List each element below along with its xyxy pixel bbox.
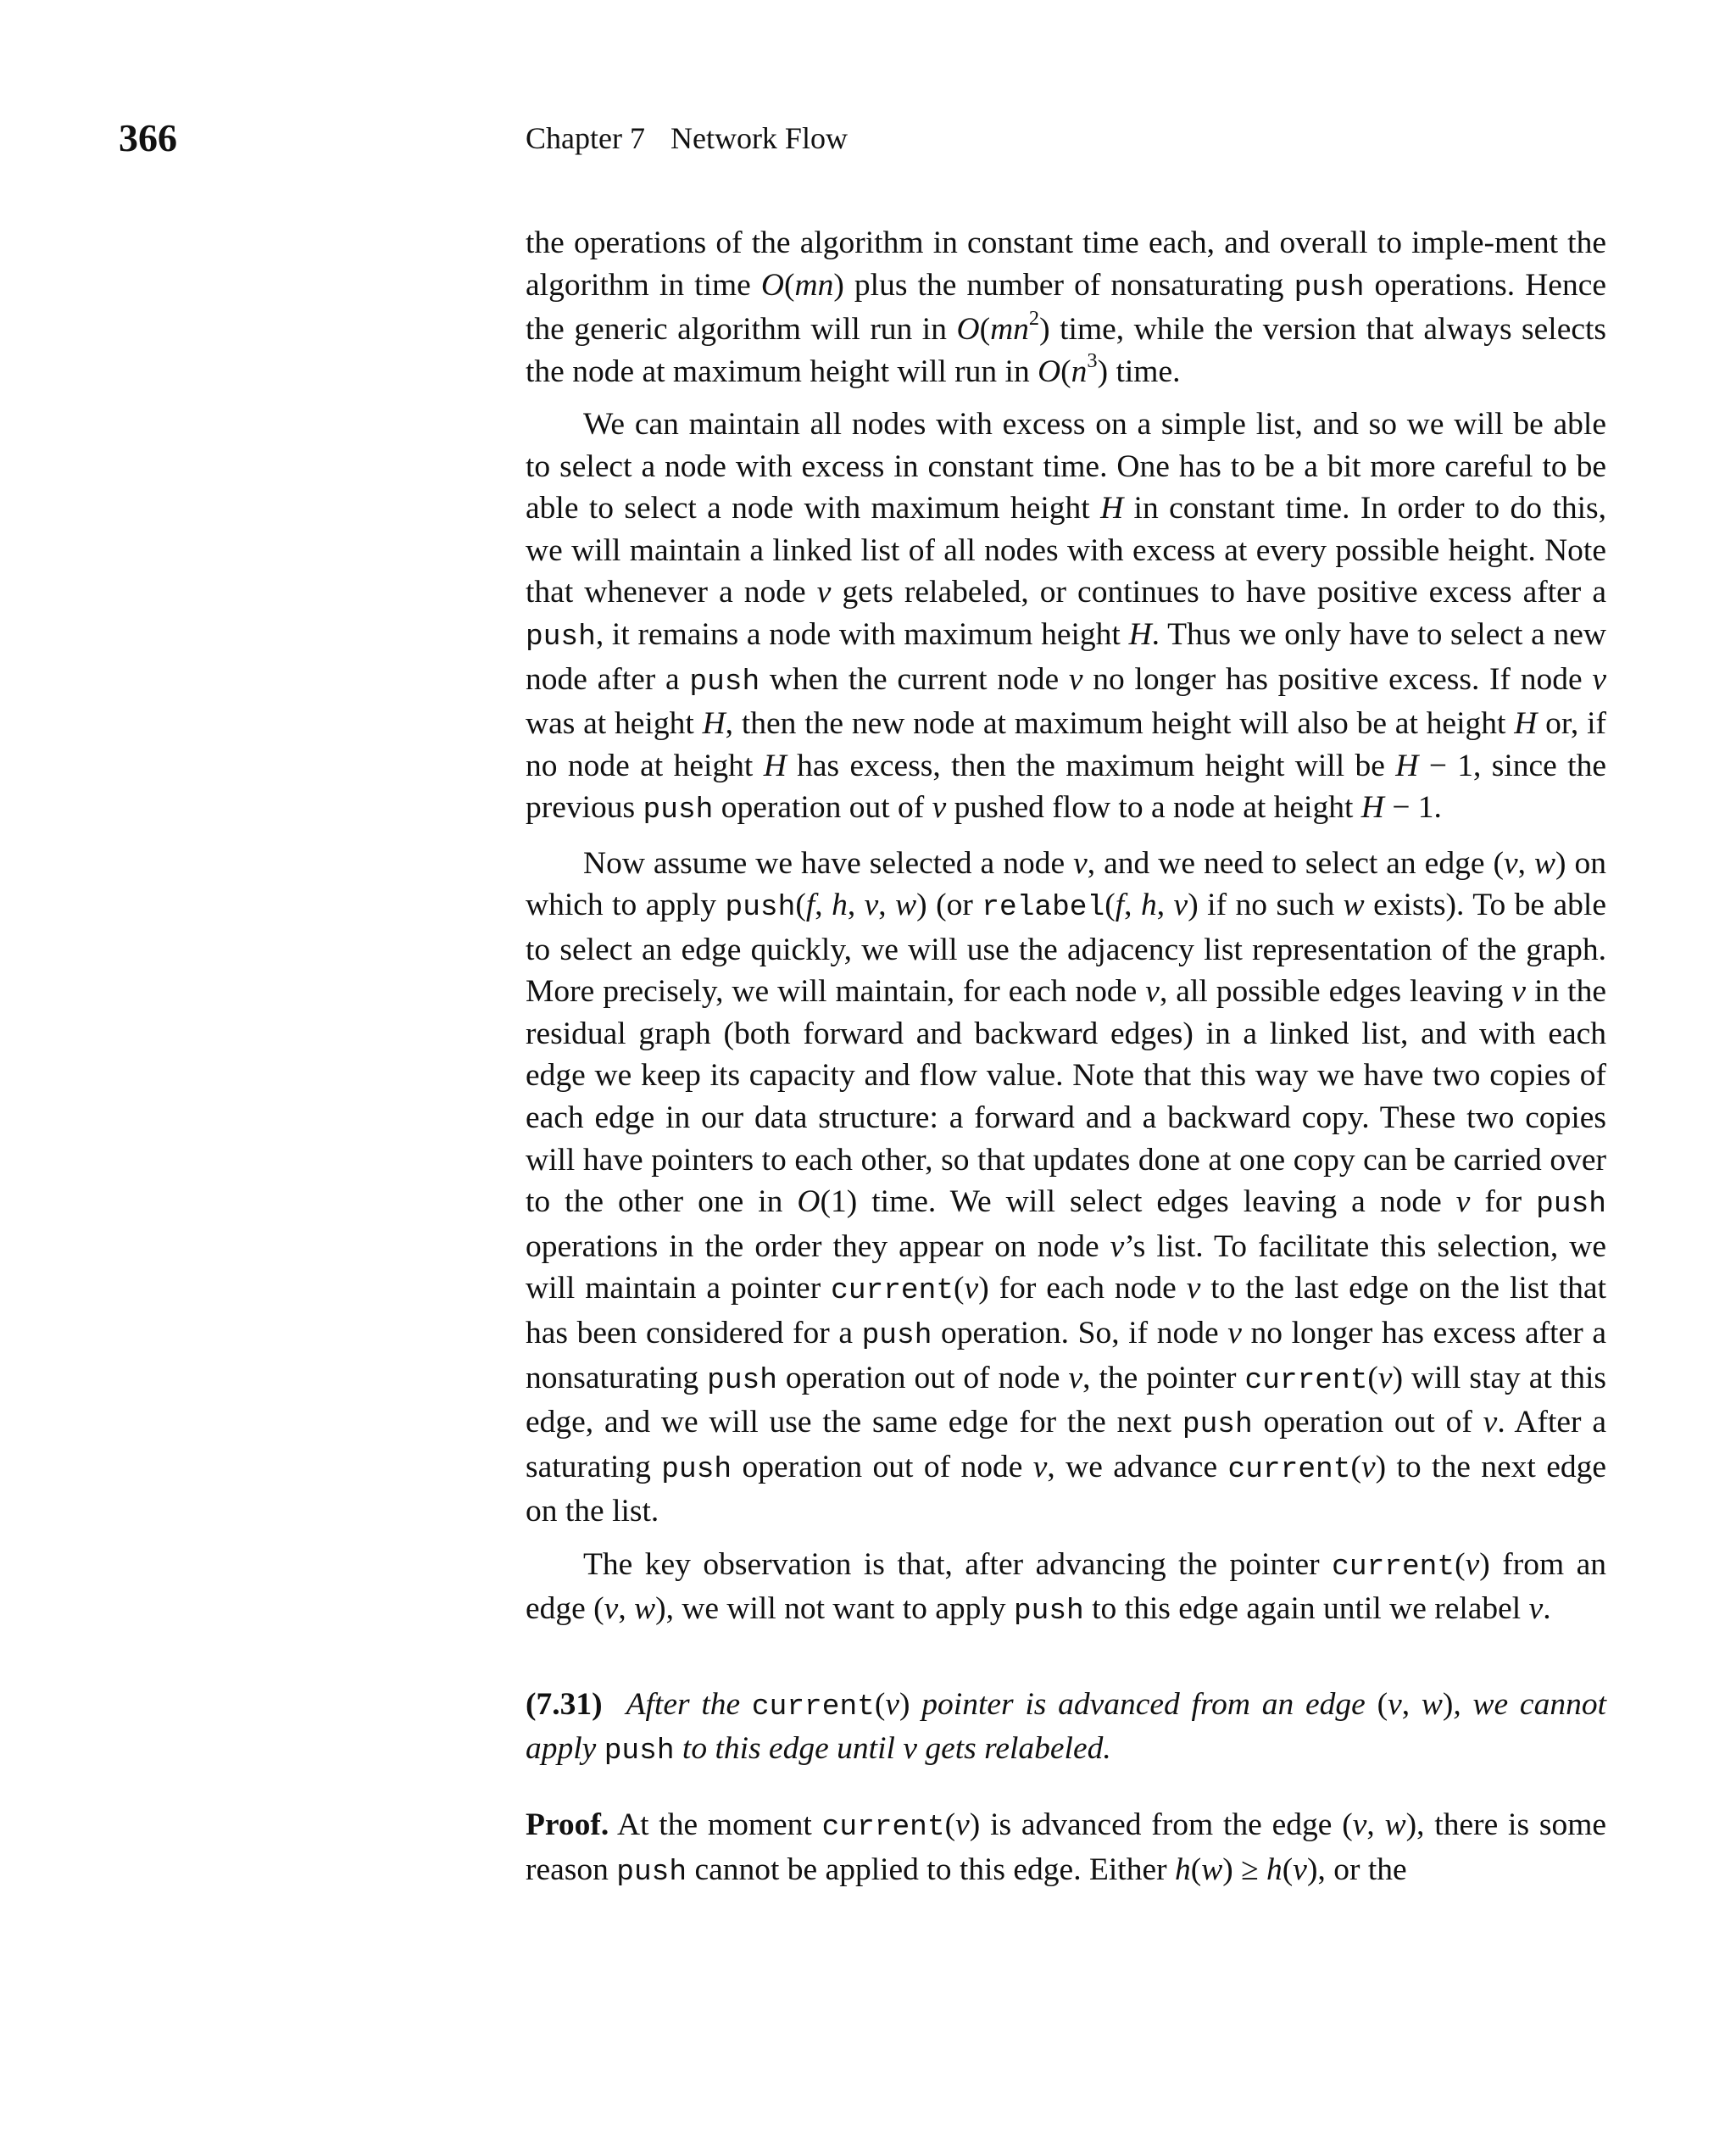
code-token: current xyxy=(821,1810,945,1844)
text-run: ) ≥ xyxy=(1222,1852,1267,1887)
text-run: , the pointer xyxy=(1082,1360,1245,1395)
text-run: 3 xyxy=(1087,348,1098,372)
text-run: w xyxy=(1533,845,1555,881)
text-run: ( xyxy=(1104,888,1116,923)
text-run: ( xyxy=(874,1686,886,1722)
text-run: , xyxy=(1124,888,1141,923)
code-token: push xyxy=(1013,1595,1084,1629)
text-run: n xyxy=(1071,354,1088,389)
page-number: 366 xyxy=(119,116,177,159)
text-run: ( xyxy=(979,312,991,348)
text-run: in the residual graph (both forward and backward edges) in a linked list, and with each edge we keep its capacity and flow value. Note that this way we have two copies of each edge in our data structure: a forward and a backward copy. These two copies will have pointers to each other, so that updates done at one copy can be carried over to the other one in xyxy=(526,974,1606,1220)
text-run: v xyxy=(885,1686,900,1722)
paragraph xyxy=(526,404,1606,832)
claim-label: (7.31) xyxy=(526,1686,603,1722)
text-run: to this edge until xyxy=(674,1731,904,1767)
claim-7-31 xyxy=(526,1684,1606,1773)
text-run: pointer is advanced from an edge xyxy=(910,1686,1377,1722)
text-run: for each node xyxy=(988,1271,1187,1306)
body-text xyxy=(526,222,1606,1893)
text-run: The key observation is that, after advancing the pointer xyxy=(583,1546,1333,1582)
text-run: ) xyxy=(1375,1449,1387,1484)
text-run: ( xyxy=(1190,1852,1202,1887)
text-run: w xyxy=(1421,1686,1443,1722)
text-run: h xyxy=(832,888,848,923)
text-run: gets relabeled. xyxy=(916,1731,1111,1767)
paragraph xyxy=(526,843,1606,1534)
text-run: H xyxy=(1395,748,1419,783)
text-run: , then the new node at maximum height will also be at height xyxy=(725,706,1515,742)
text-run: w xyxy=(1384,1807,1406,1842)
text-run: no longer has excess after a nonsaturating xyxy=(526,1316,1606,1395)
text-run: w xyxy=(634,1591,656,1627)
code-token: push xyxy=(661,1452,732,1486)
code-token: current xyxy=(831,1274,954,1308)
text-run: w xyxy=(1201,1852,1223,1887)
text-run: f xyxy=(805,888,815,923)
text-run: v xyxy=(1073,845,1088,881)
paragraph xyxy=(526,222,1606,393)
text-run: ) xyxy=(978,1271,989,1306)
running-head xyxy=(526,113,848,164)
text-run: the operations of the algorithm in constant time each, and overall to imple-ment the algorithm in time xyxy=(526,226,1606,303)
text-run: H xyxy=(1514,706,1538,742)
code-token: current xyxy=(1332,1550,1455,1584)
text-run: v xyxy=(1186,1271,1201,1306)
text-run: v xyxy=(903,1731,917,1767)
text-run: mn xyxy=(990,312,1029,348)
text-run: H xyxy=(763,748,787,783)
text-run: operation. So, if node xyxy=(932,1316,1228,1351)
code-token: relabel xyxy=(982,891,1105,925)
text-run: , we cannot apply xyxy=(526,1686,1606,1767)
text-run: O xyxy=(760,267,784,303)
text-run: ) on which to apply xyxy=(526,845,1606,923)
text-run: cannot be applied to this edge. Either xyxy=(687,1852,1175,1887)
text-run: We can maintain all nodes with excess on a simple list, and so we will be able to select a node with excess in constant time. One has to be a bit more careful to be able to select a node with maximum height xyxy=(526,406,1606,526)
text-run: v xyxy=(932,790,947,826)
text-run: ), we will not want to apply xyxy=(655,1591,1014,1627)
text-run: At the moment xyxy=(609,1807,822,1842)
text-run: operation out of xyxy=(1252,1405,1483,1440)
text-run: to this edge again until we relabel xyxy=(1083,1591,1529,1627)
text-run: v xyxy=(1352,1807,1367,1842)
text-run: . xyxy=(1543,1591,1551,1627)
text-run: v xyxy=(604,1591,619,1627)
text-run: . After a saturating xyxy=(526,1405,1606,1484)
text-run: or, if no node at height xyxy=(526,706,1606,783)
text-run: H xyxy=(1100,491,1124,526)
text-run: v xyxy=(955,1807,970,1842)
text-run: ( xyxy=(1377,1686,1388,1722)
text-run: f xyxy=(1115,888,1125,923)
text-run: has excess, then the maximum height will be xyxy=(786,748,1396,783)
text-run: will stay at this edge, and we will use the same edge for the next xyxy=(526,1360,1606,1440)
text-run: ( xyxy=(954,1271,965,1306)
text-run: O xyxy=(1038,354,1061,389)
text-run: v xyxy=(1068,661,1083,697)
text-run: , all possible edges leaving xyxy=(1159,974,1512,1010)
text-run: ( xyxy=(944,1807,956,1842)
code-token: push xyxy=(725,891,796,925)
text-run: no longer has positive excess. If node xyxy=(1082,661,1593,697)
text-run: ) xyxy=(1442,1686,1454,1722)
text-run: ) xyxy=(1392,1360,1404,1395)
text-run: ’s list. To facilitate this selection, we will maintain a pointer xyxy=(526,1228,1607,1306)
text-run: in constant time. In order to do this, we will maintain a linked list of all nodes with excess at every possible height. Note that whenever a node xyxy=(526,491,1606,610)
text-run: v xyxy=(1465,1546,1480,1582)
text-run: h xyxy=(1266,1852,1283,1887)
chapter-title: Network Flow xyxy=(670,121,848,155)
text-run: v xyxy=(1388,1686,1402,1722)
text-run: w xyxy=(1343,888,1365,923)
text-run: (or xyxy=(926,888,982,923)
text-run: ( xyxy=(784,267,795,303)
text-run: , xyxy=(1366,1807,1385,1842)
code-token: current xyxy=(1244,1363,1368,1397)
text-run: pushed flow to a node at height xyxy=(946,790,1361,826)
text-run: v xyxy=(864,888,879,923)
text-run: , xyxy=(878,888,896,923)
text-run: , xyxy=(815,888,832,923)
text-run: gets relabeled, or continues to have positive excess after a xyxy=(831,575,1606,610)
code-token: push xyxy=(1536,1188,1606,1222)
text-run: ) xyxy=(1188,888,1199,923)
text-run: operation out of xyxy=(713,790,932,826)
text-run: After the xyxy=(626,1686,752,1722)
code-token: current xyxy=(751,1690,875,1724)
text-run: ) time, while the version that always selects the node at maximum height will run in xyxy=(526,312,1606,389)
code-token: push xyxy=(604,1735,675,1768)
code-token: push xyxy=(1182,1408,1253,1442)
text-run: H xyxy=(1128,616,1152,652)
text-run: ) xyxy=(1306,1852,1318,1887)
text-run: ( xyxy=(1282,1852,1294,1887)
text-run: from an edge ( xyxy=(526,1546,1606,1627)
text-run: ( xyxy=(1455,1546,1466,1582)
text-run: H xyxy=(1360,790,1384,826)
code-token: push xyxy=(526,620,596,654)
text-run: ), there is some reason xyxy=(526,1807,1607,1887)
text-run: v xyxy=(1227,1316,1242,1351)
text-run: O xyxy=(797,1184,821,1220)
text-run: ) xyxy=(1479,1546,1490,1582)
text-run: , xyxy=(1401,1686,1422,1722)
text-run: , xyxy=(618,1591,635,1627)
text-run: ) time. xyxy=(1097,354,1181,389)
code-token: push xyxy=(707,1363,777,1397)
text-run: ( xyxy=(795,888,806,923)
text-run: v xyxy=(1145,974,1160,1010)
code-token: current xyxy=(1227,1452,1351,1486)
text-run: Now assume we have selected a node xyxy=(583,845,1074,881)
text-run: when the current node xyxy=(760,661,1069,697)
text-run: , it remains a node with maximum height xyxy=(595,616,1129,652)
text-run: − 1. xyxy=(1383,790,1442,826)
text-run: w xyxy=(895,888,917,923)
text-run: (1) time. We will select edges leaving a node xyxy=(820,1184,1456,1220)
chapter-label: Chapter 7 xyxy=(526,121,645,155)
text-run: to the next edge on the list. xyxy=(526,1449,1606,1529)
text-run: ) plus the number of nonsaturating xyxy=(833,267,1294,303)
text-run: ( xyxy=(1350,1449,1361,1484)
text-run: v xyxy=(1110,1228,1125,1264)
text-run: v xyxy=(1511,974,1527,1010)
text-run: if no such xyxy=(1198,888,1344,923)
text-run: v xyxy=(964,1271,979,1306)
text-run: v xyxy=(1503,845,1518,881)
text-run: operation out of node xyxy=(776,1360,1069,1395)
text-run: , or the xyxy=(1317,1852,1407,1887)
claim-text xyxy=(526,1687,1606,1767)
text-run: , xyxy=(1156,888,1174,923)
text-run: v xyxy=(1293,1852,1307,1887)
text-run: was at height xyxy=(526,706,703,742)
text-run: , xyxy=(1517,845,1534,881)
text-run: v xyxy=(1068,1360,1083,1395)
proof-label: Proof. xyxy=(526,1807,609,1842)
text-run: operations in the order they appear on node xyxy=(526,1228,1110,1264)
text-run: H xyxy=(702,706,726,742)
text-run: to the last edge on the list that has been considered for a xyxy=(526,1271,1606,1351)
code-token: push xyxy=(689,665,760,699)
text-run: v xyxy=(1032,1449,1048,1484)
text-run: operations. Hence the generic algorithm will run in xyxy=(526,267,1606,348)
text-run: is advanced from the edge ( xyxy=(980,1807,1353,1842)
text-run: ) xyxy=(899,1686,910,1722)
text-run: , and we need to select an edge ( xyxy=(1087,845,1504,881)
text-run: ) xyxy=(969,1807,981,1842)
text-run: for xyxy=(1470,1184,1537,1220)
text-run: v xyxy=(1455,1184,1471,1220)
code-token: push xyxy=(616,1855,687,1889)
text-run: 2 xyxy=(1028,307,1040,331)
text-run: v xyxy=(1173,888,1188,923)
text-run: ( xyxy=(1060,354,1071,389)
text-run: h xyxy=(1174,1852,1191,1887)
text-run: v xyxy=(1360,1449,1376,1484)
proof-text xyxy=(526,1807,1606,1887)
paragraph xyxy=(526,1544,1606,1633)
text-run: operation out of node xyxy=(732,1449,1033,1484)
text-run: , xyxy=(847,888,865,923)
text-run: v xyxy=(1528,1591,1544,1627)
text-run: mn xyxy=(794,267,834,303)
text-run: exists). To be able to select an edge quickly, we will use the adjacency list representation of the graph. More precisely, we will maintain, for each node xyxy=(526,888,1606,1010)
text-run: v xyxy=(1483,1405,1498,1440)
text-run: ) xyxy=(916,888,927,923)
text-run: v xyxy=(1592,661,1606,697)
text-run: , we advance xyxy=(1047,1449,1228,1484)
code-token: push xyxy=(1294,270,1365,304)
text-run: v xyxy=(816,575,832,610)
text-run: ( xyxy=(1367,1360,1378,1395)
text-run: v xyxy=(1377,1360,1393,1395)
code-token: push xyxy=(861,1319,932,1353)
proof xyxy=(526,1804,1606,1893)
text-run: O xyxy=(956,312,980,348)
code-token: push xyxy=(643,794,714,827)
text-run: h xyxy=(1140,888,1157,923)
text-run: − 1, since the previous xyxy=(526,748,1606,826)
text-run: . Thus we only have to select a new node after a xyxy=(526,616,1606,697)
